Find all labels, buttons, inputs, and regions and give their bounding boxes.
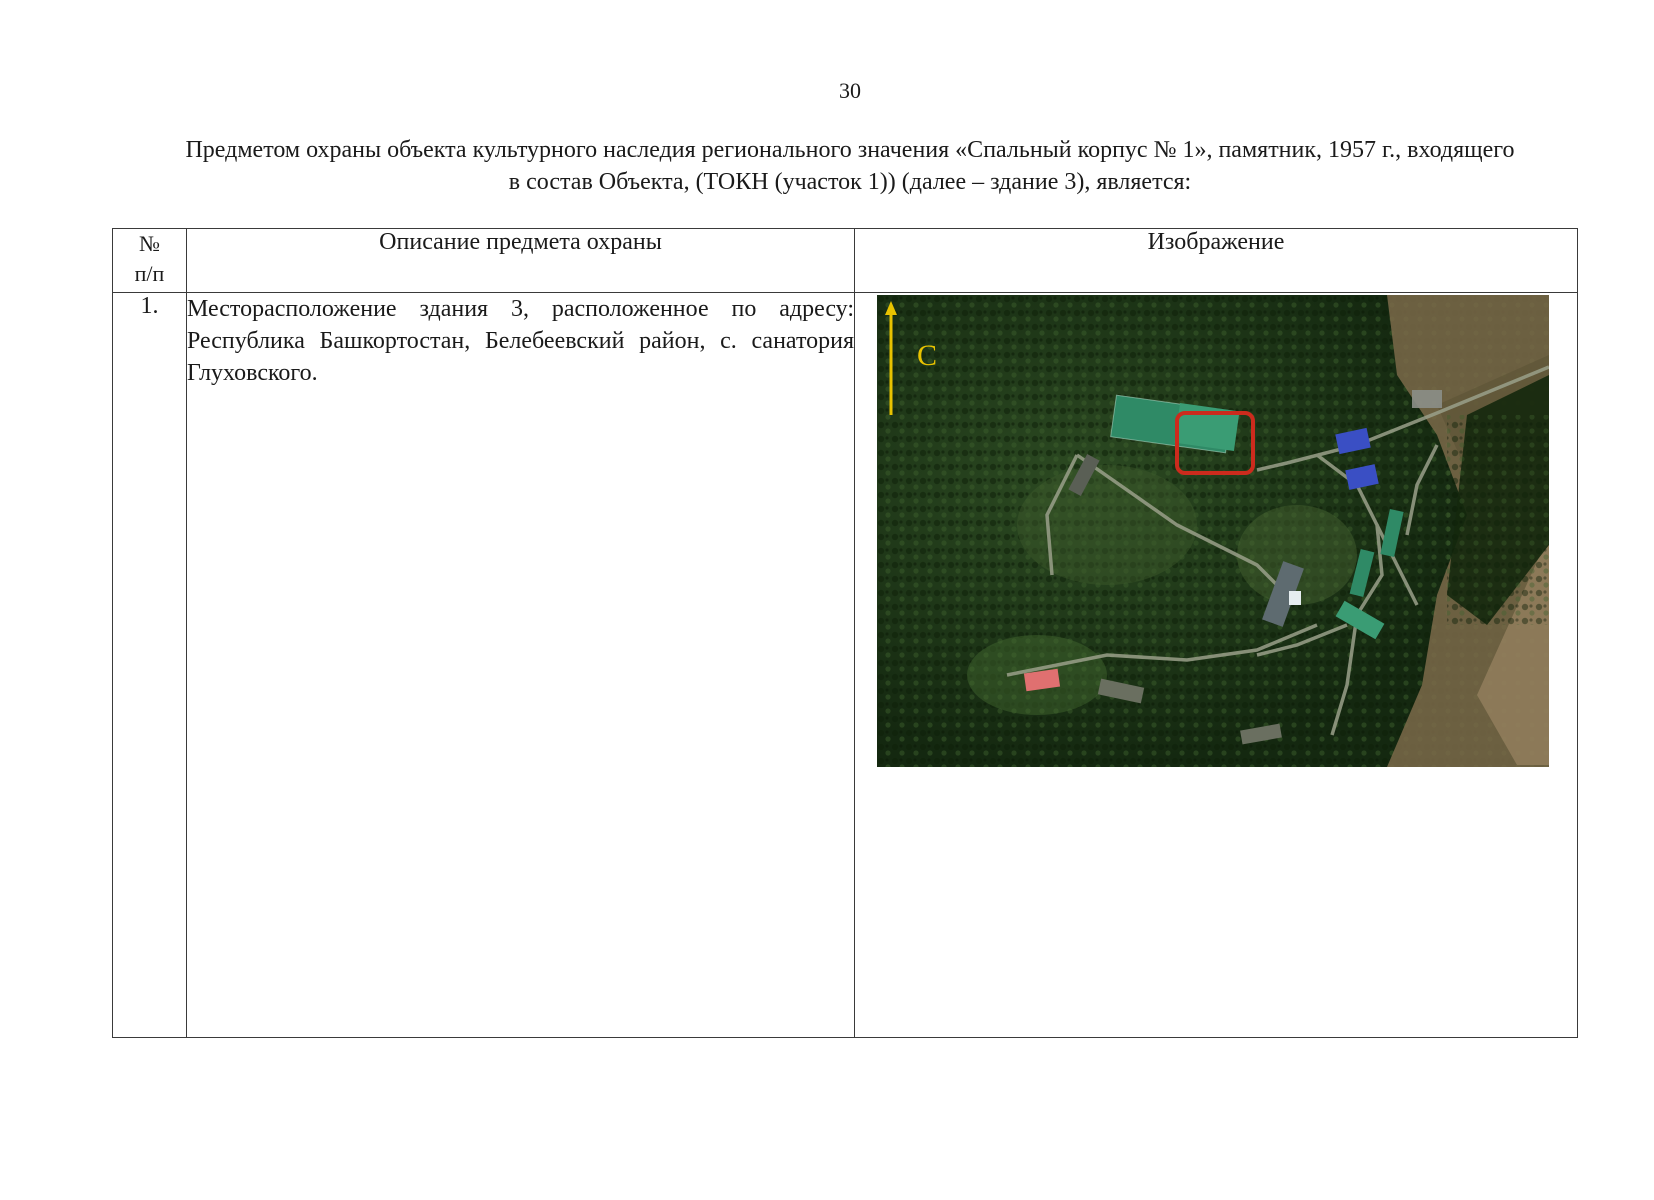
- protection-table: [112, 228, 1578, 1038]
- row-description: Месторасположение здания 3, расположенное по адресу: Республика Башкортостан, Белебеевский район, с. санатория Глуховского.: [187, 293, 855, 1038]
- table-header-row: [113, 229, 1578, 293]
- page-number: 30: [839, 78, 861, 103]
- table-row: [113, 293, 1578, 1038]
- intro-paragraph: Предметом охраны объекта культурного наследия регионального значения «Спальный корпус № 1», памятник, 1957 г., входящего в состав Объекта, (ТОКН (участок 1)) (далее – здание 3), является:: [185, 137, 1515, 195]
- aerial-map-image: [877, 295, 1549, 767]
- north-label: С: [917, 339, 938, 372]
- header-image: Изображение: [855, 229, 1578, 293]
- header-number: [113, 229, 187, 293]
- row-number: 1.: [113, 293, 187, 1038]
- header-description: Описание предмета охраны: [187, 229, 855, 293]
- row-image-cell: [855, 293, 1578, 1038]
- header-number-symbol: №: [139, 231, 160, 256]
- header-number-abbr: п/п: [134, 261, 165, 286]
